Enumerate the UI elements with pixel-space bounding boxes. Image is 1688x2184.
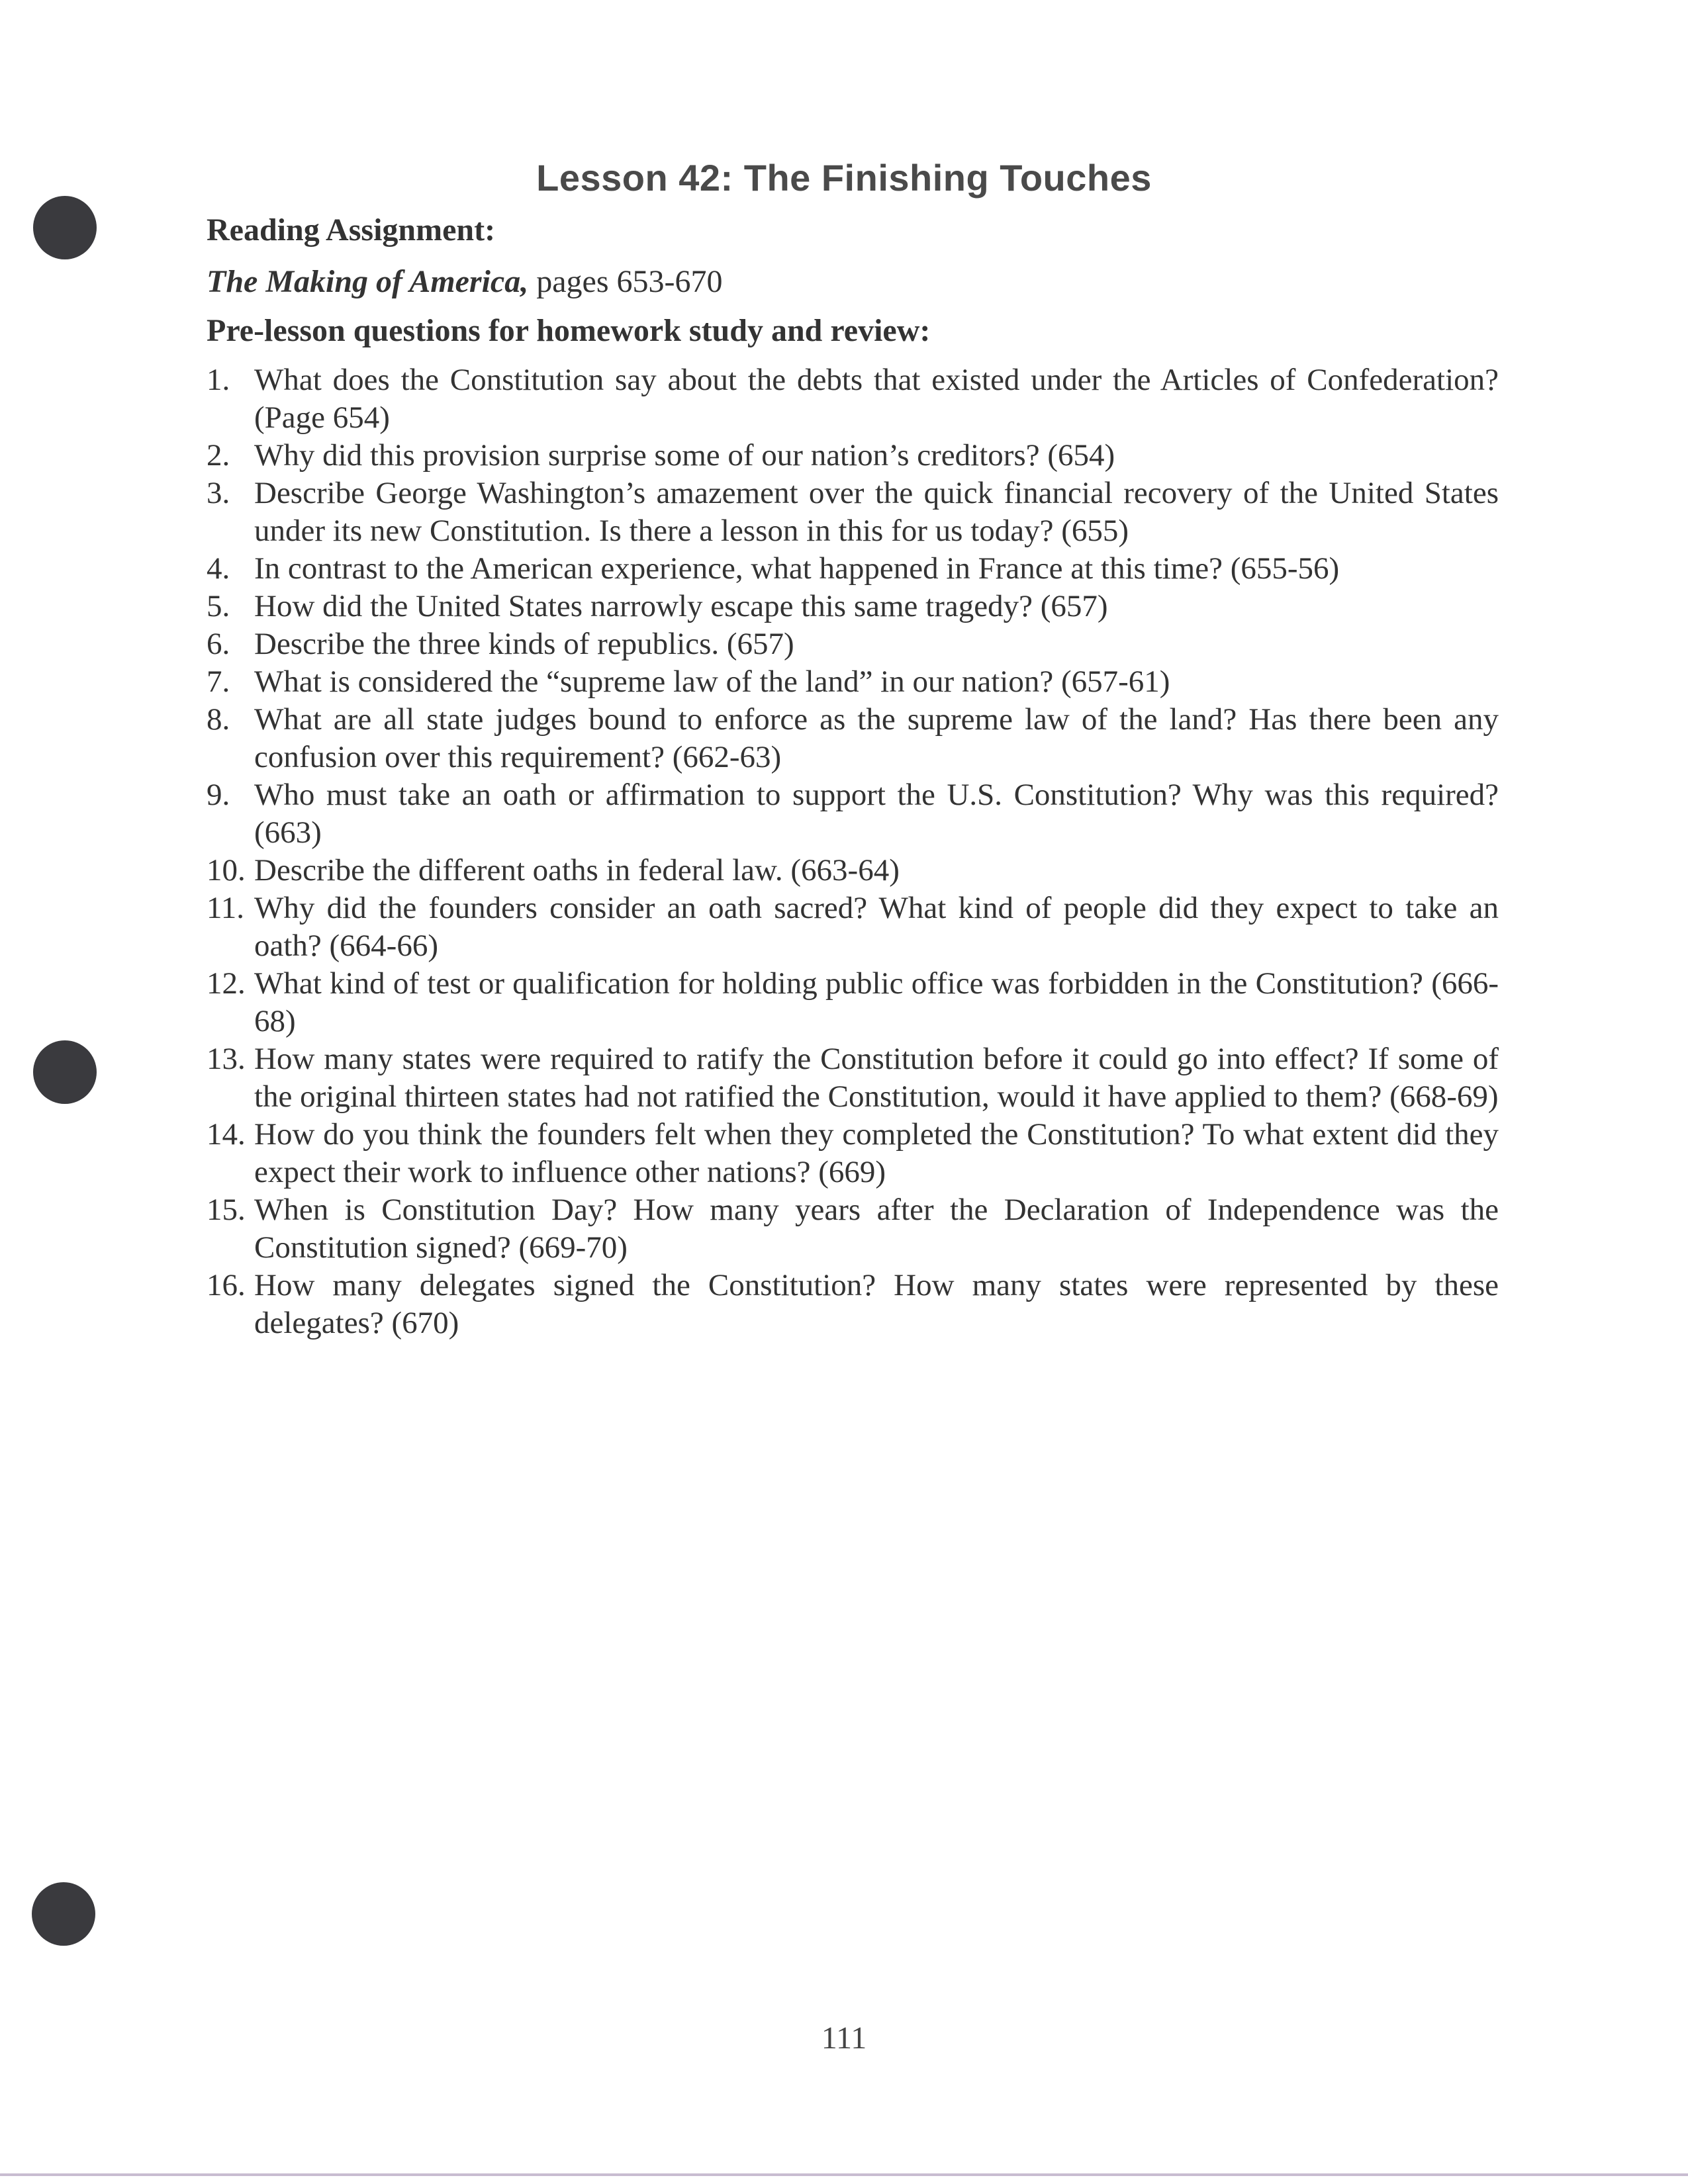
page-title: Lesson 42: The Finishing Touches — [536, 157, 1152, 199]
binder-hole-middle — [33, 1040, 97, 1104]
question-number: 9. — [207, 778, 230, 812]
question-item — [207, 1116, 1499, 1191]
question-item — [207, 475, 1499, 550]
question-item — [207, 965, 1499, 1040]
page-bottom-edge — [0, 2173, 1688, 2176]
question-text: In contrast to the American experience, what happened in France at this time? (655-56) — [254, 551, 1340, 586]
question-item — [207, 1267, 1499, 1342]
question-item — [207, 889, 1499, 965]
question-number: 1. — [207, 363, 230, 397]
question-text: Describe the three kinds of republics. (657) — [254, 627, 794, 661]
question-number: 10. — [207, 853, 246, 887]
question-text: How many delegates signed the Constitution? How many states were represented by these delegates? (670) — [254, 1268, 1499, 1340]
question-item — [207, 1191, 1499, 1267]
questions-heading: Pre-lesson questions for homework study and review: — [207, 313, 931, 348]
question-number: 13. — [207, 1042, 246, 1076]
question-text: Who must take an oath or affirmation to support the U.S. Constitution? Why was this required? (663) — [254, 778, 1499, 850]
binder-hole-bottom — [32, 1882, 95, 1946]
question-item — [207, 550, 1499, 588]
book-title: The Making of America, — [207, 264, 529, 299]
binder-hole-top — [33, 196, 97, 259]
question-number: 14. — [207, 1117, 246, 1152]
question-text: What is considered the “supreme law of the land” in our nation? (657-61) — [254, 664, 1170, 699]
question-number: 2. — [207, 438, 230, 473]
question-item — [207, 588, 1499, 625]
question-text: What kind of test or qualification for holding public office was forbidden in the Constitution? (666-68) — [254, 966, 1499, 1038]
question-text: What are all state judges bound to enforce as the supreme law of the land? Has there been any confusion over this requirement? (662-63) — [254, 702, 1499, 774]
question-item — [207, 701, 1499, 776]
book-pages: pages 653-670 — [528, 264, 723, 299]
questions-list — [207, 361, 1499, 1342]
question-number: 16. — [207, 1268, 246, 1302]
question-text: Describe the different oaths in federal law. (663-64) — [254, 853, 900, 887]
question-text: Why did the founders consider an oath sacred? What kind of people did they expect to take an oath? (664-66) — [254, 891, 1499, 963]
reading-assignment-line — [207, 262, 1499, 302]
lesson-content — [207, 210, 1499, 1342]
question-text: When is Constitution Day? How many years after the Declaration of Independence was the Constitution signed? (669-70) — [254, 1193, 1499, 1265]
question-number: 5. — [207, 589, 230, 623]
question-number: 8. — [207, 702, 230, 737]
question-item — [207, 776, 1499, 852]
question-number: 6. — [207, 627, 230, 661]
question-number: 3. — [207, 476, 230, 510]
question-item — [207, 625, 1499, 663]
question-number: 12. — [207, 966, 246, 1001]
question-text: How did the United States narrowly escape this same tragedy? (657) — [254, 589, 1108, 623]
question-item — [207, 1040, 1499, 1116]
question-number: 7. — [207, 664, 230, 699]
page-number: 111 — [821, 2021, 867, 2056]
question-text: Describe George Washington’s amazement over the quick financial recovery of the United States under its new Constitution. Is there a lesson in this for us today? (655) — [254, 476, 1499, 548]
question-number: 11. — [207, 891, 245, 925]
question-text: Why did this provision surprise some of our nation’s creditors? (654) — [254, 438, 1115, 473]
question-text: What does the Constitution say about the debts that existed under the Articles of Confederation? (Page 654) — [254, 363, 1499, 435]
question-item — [207, 437, 1499, 475]
question-item — [207, 852, 1499, 889]
question-text: How many states were required to ratify the Constitution before it could go into effect? If some of the original thirteen states had not ratified the Constitution, would it have applied to them? (668-69) — [254, 1042, 1499, 1114]
question-item — [207, 663, 1499, 701]
question-number: 4. — [207, 551, 230, 586]
reading-assignment-heading: Reading Assignment: — [207, 212, 496, 248]
question-text: How do you think the founders felt when they completed the Constitution? To what extent did they expect their work to influence other nations? (669) — [254, 1117, 1499, 1189]
question-number: 15. — [207, 1193, 246, 1227]
question-item — [207, 361, 1499, 437]
